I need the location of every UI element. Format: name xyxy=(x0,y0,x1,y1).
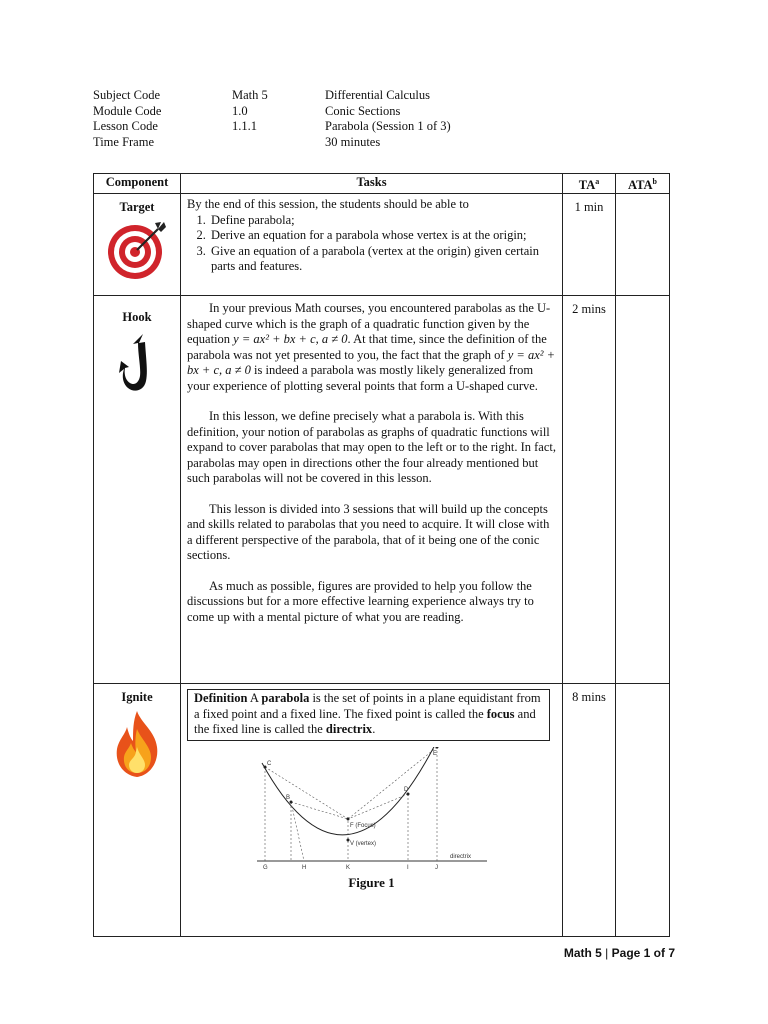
definition-label: Definition xyxy=(194,691,248,706)
objective-item: 1. Define parabola; xyxy=(209,213,556,229)
fire-icon xyxy=(111,709,163,779)
ignite-component-label: Ignite xyxy=(121,690,153,705)
ata-label: ATA xyxy=(628,178,653,193)
hook-ata-cell xyxy=(616,296,670,684)
objective-item: 2. Derive an equation for a parabola whose vertex is at the origin; xyxy=(209,228,556,244)
header-row xyxy=(93,119,451,135)
lesson-table xyxy=(93,173,670,937)
lesson-header xyxy=(93,88,451,150)
figure-caption: Figure 1 xyxy=(348,874,395,890)
header-code: 1.0 xyxy=(232,103,248,118)
column-header-ata xyxy=(616,174,670,194)
table-header-row xyxy=(94,174,670,194)
focus-term: focus xyxy=(486,706,515,721)
target-icon xyxy=(106,219,168,281)
target-component-cell xyxy=(94,194,181,296)
target-row xyxy=(94,194,670,296)
hook-paragraph-2: In this lesson, we define precisely what a parabola is. With this definition, your notion of parabolas as graphs of quadratic functions will expand to cover parabolas that may open to the left or to the right. In fact, parabolas may open in directions other the four already mentioned but such parabolas will not be covered in this lesson. xyxy=(187,409,556,486)
header-row xyxy=(93,88,451,104)
footer-page-number: Page 1 of 7 xyxy=(611,946,675,960)
hook-p1-text-b: . At that time, since the definition of the parabola was not yet presented to you, the fact that the graph of xyxy=(187,332,547,362)
ignite-tasks-cell xyxy=(181,684,563,937)
definition-text: . xyxy=(372,722,376,737)
ignite-component-cell xyxy=(94,684,181,937)
definition-text: is the set of points in a plane equidistant from a fixed point and a fixed line. The fixed point is called the xyxy=(194,691,541,721)
header-value: Differential Calculus xyxy=(325,88,430,102)
header-row xyxy=(93,104,451,120)
definition-box xyxy=(187,689,550,741)
quadratic-equation: y = ax² + bx + c, a ≠ 0 xyxy=(187,347,556,378)
header-value: Conic Sections xyxy=(325,103,401,118)
header-label: Time Frame xyxy=(93,134,154,149)
objectives-list xyxy=(187,213,556,275)
ta-superscript: a xyxy=(595,177,600,186)
hook-paragraph-3: This lesson is divided into 3 sessions that will build up the concepts and skills related to parabolas that you need to acquire. It will close with a different perspective of the parabola, that of it being one of the conic sections. xyxy=(187,501,550,563)
vertex-label: V (vertex) xyxy=(349,840,376,847)
hook-row xyxy=(94,296,670,684)
parabola-diagram xyxy=(252,747,492,871)
header-value: 30 minutes xyxy=(325,134,381,149)
header-value: Parabola (Session 1 of 3) xyxy=(325,119,451,133)
hook-p1-text-c: is indeed a parabola was mostly likely generalized from your experience of plotting several points that form a U-shaped curve. xyxy=(187,363,538,393)
header-code xyxy=(232,135,325,151)
hook-paragraph-1 xyxy=(187,301,556,394)
objective-item: 3. Give an equation of a parabola (vertex at the origin) given certain parts and features. xyxy=(209,244,556,275)
directrix-label: directrix xyxy=(449,853,471,860)
point-label-k: K xyxy=(345,864,350,871)
hook-component-cell xyxy=(94,296,181,684)
definition-text: A xyxy=(247,691,262,706)
footer-separator: | xyxy=(601,946,612,960)
column-header-tasks: Tasks xyxy=(181,174,563,194)
target-tasks-cell xyxy=(181,194,563,296)
point-label-b: B xyxy=(285,794,290,801)
point-label-e: E xyxy=(432,750,437,757)
quadratic-equation: y = ax² + bx + c, a ≠ 0 xyxy=(233,332,348,347)
hook-time: 2 mins xyxy=(563,296,616,684)
focus-label: F (Focus) xyxy=(349,822,376,829)
hook-component-label: Hook xyxy=(122,310,152,325)
header-label: Lesson Code xyxy=(93,119,158,133)
point-label-d: D xyxy=(403,786,408,793)
parabola-term: parabola xyxy=(261,691,310,706)
header-label: Subject Code xyxy=(93,88,161,102)
ignite-ata-cell xyxy=(616,684,670,937)
header-code: Math 5 xyxy=(232,88,268,102)
directrix-term: directrix xyxy=(325,722,373,737)
column-header-component: Component xyxy=(94,174,181,194)
ignite-time: 8 mins xyxy=(563,684,616,937)
target-ata-cell xyxy=(616,194,670,296)
column-header-ta xyxy=(563,174,616,194)
figure-1 xyxy=(187,747,556,891)
ta-label: TA xyxy=(578,178,596,193)
header-code: 1.1.1 xyxy=(232,119,257,133)
point-label-j: J xyxy=(434,864,438,871)
ata-superscript: b xyxy=(652,177,657,186)
target-intro: By the end of this session, the students should be able to xyxy=(187,197,469,212)
ignite-row xyxy=(94,684,670,937)
hook-paragraph-4: As much as possible, figures are provided to help you follow the discussions but for a more effective learning experience always try to come up with a mental picture of what you are reading. xyxy=(187,578,534,624)
hook-tasks-cell xyxy=(181,296,563,684)
page-footer xyxy=(564,946,675,960)
definition-text: and the fixed line is called the xyxy=(194,706,536,737)
hook-p1-text-a: In your previous Math courses, you encountered parabolas as the U-shaped curve which is the graph of a quadratic function given by the equation xyxy=(187,301,551,347)
point-label-i: I xyxy=(406,864,409,871)
hook-icon xyxy=(112,331,162,397)
point-label-g: G xyxy=(262,864,268,871)
point-label-h: H xyxy=(301,864,306,871)
point-label-c: C xyxy=(266,760,271,767)
footer-subject: Math 5 xyxy=(563,946,602,960)
header-label: Module Code xyxy=(93,103,162,118)
header-row xyxy=(93,135,451,151)
target-component-label: Target xyxy=(119,200,155,215)
target-time: 1 min xyxy=(563,194,616,296)
